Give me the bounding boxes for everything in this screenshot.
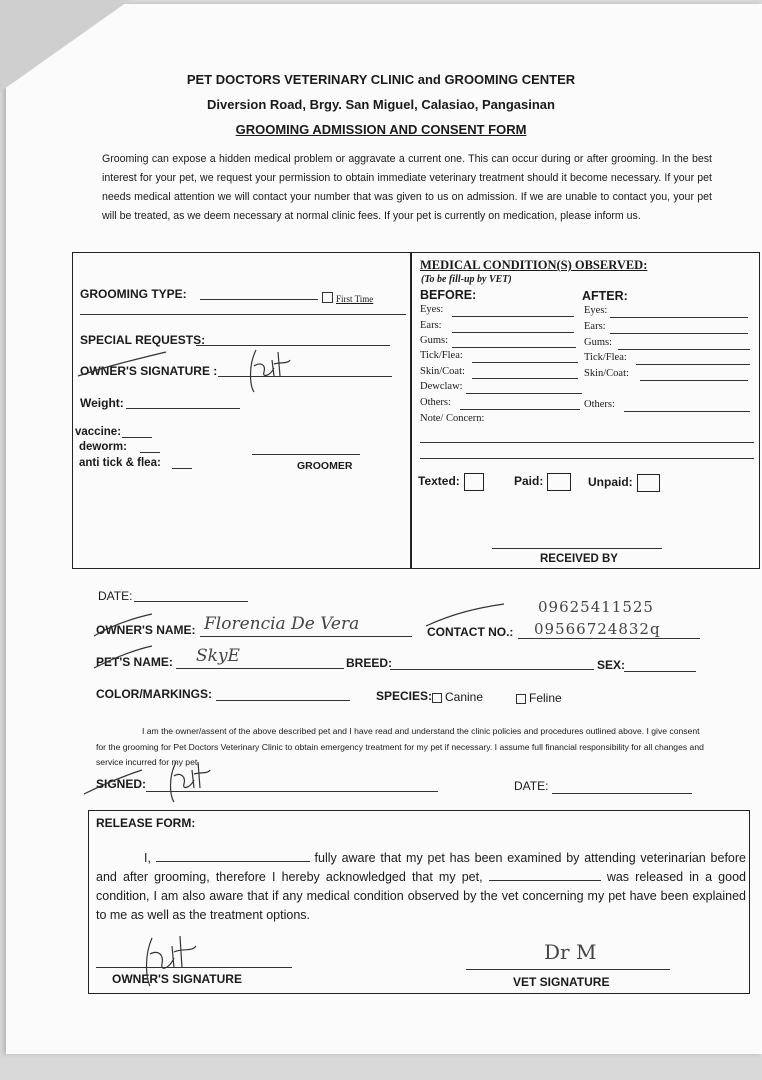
clinic-address: Diversion Road, Brgy. San Miguel, Calasiao, Pangasinan	[207, 97, 555, 112]
owner-name-field[interactable]	[200, 636, 412, 637]
strike-mark	[426, 604, 506, 628]
after-item-label: Ears:	[584, 321, 606, 332]
release-title: RELEASE FORM:	[96, 816, 196, 830]
texted-label: Texted:	[418, 474, 460, 489]
after-item-label: Eyes:	[584, 305, 608, 316]
owner-name-value: Florencia De Vera	[204, 614, 360, 634]
contact-value-1: 09625411525	[538, 598, 654, 616]
grooming-type-label: GROOMING TYPE:	[80, 287, 187, 301]
canine-option[interactable]	[432, 690, 483, 704]
received-by-line[interactable]	[492, 548, 662, 549]
checkbox-icon	[322, 292, 333, 303]
unpaid-option[interactable]	[588, 474, 660, 492]
vaccine-field[interactable]	[122, 437, 152, 438]
before-item-field[interactable]	[472, 378, 578, 379]
color-field[interactable]	[216, 700, 350, 701]
paid-checkbox[interactable]	[547, 473, 571, 491]
paid-label: Paid:	[514, 474, 544, 489]
intro-paragraph: Grooming can expose a hidden medical problem or aggravate a current one. This can occur during or after grooming. In the best interest for your pet, we request your permission to obtain immediate veterinary treatment should it become necessary. If your pet needs medical attention we will contact your number that was given to us on admission. If we are unable to contact you, your pet will be treated, as we deem necessary at normal clinic fees. If your pet is currently on medication, please inform us.	[102, 153, 712, 222]
date-field[interactable]	[134, 601, 248, 602]
after-label: AFTER:	[582, 289, 628, 303]
before-item-label: Eyes:	[420, 304, 444, 315]
note-line-1[interactable]	[420, 442, 754, 443]
after-item-field[interactable]	[610, 317, 748, 318]
sex-label: SEX:	[597, 658, 626, 672]
anti-tick-label: anti tick & flea:	[79, 457, 161, 469]
after-item-label: Gums:	[584, 337, 613, 348]
first-time-label: First Time	[336, 294, 374, 304]
breed-field[interactable]	[390, 669, 594, 670]
unpaid-label: Unpaid:	[588, 475, 633, 490]
release-text-1: I,	[144, 851, 151, 865]
vet-initials: Dr M	[544, 940, 597, 964]
texted-checkbox[interactable]	[464, 473, 484, 491]
before-item-label: Ears:	[420, 320, 442, 331]
groomer-label: GROOMER	[297, 460, 353, 472]
contact-field[interactable]	[518, 638, 700, 639]
after-item-label: Skin/Coat:	[584, 368, 629, 379]
groomer-signature-line[interactable]	[252, 454, 360, 455]
release-text-2: fully aware that my pet has been examined by attending veterinarian before and after grooming, therefore I hereby acknowledged that my pet,	[96, 851, 746, 884]
breed-label: BREED:	[346, 656, 393, 670]
canine-label: Canine	[445, 690, 484, 704]
feline-checkbox[interactable]	[516, 694, 526, 704]
grooming-type-field[interactable]	[200, 299, 318, 300]
date2-label: DATE:	[514, 779, 549, 793]
texted-option[interactable]	[418, 473, 484, 491]
signed-signature-scribble	[166, 758, 216, 804]
release-text	[96, 849, 746, 925]
owner-signature-scribble	[244, 346, 294, 394]
strike-mark	[94, 646, 154, 670]
before-item-label: Tick/Flea:	[420, 350, 463, 361]
vaccine-label: vaccine:	[75, 426, 122, 438]
strike-mark	[84, 770, 147, 796]
medical-subtitle: (To be fill-up by VET)	[421, 274, 512, 285]
pet-name-value: SkyE	[196, 646, 240, 666]
contact-value-2: 09566724832q	[534, 620, 661, 638]
release-pet-field[interactable]	[489, 870, 601, 881]
feline-option[interactable]	[516, 691, 562, 705]
before-item-field[interactable]	[452, 332, 574, 333]
strike-mark	[78, 352, 168, 382]
species-label: SPECIES:	[376, 689, 433, 703]
owner-signature-label: OWNER'S SIGNATURE :	[80, 364, 218, 378]
after-item-field[interactable]	[640, 380, 748, 381]
form-title: GROOMING ADMISSION AND CONSENT FORM	[235, 122, 527, 137]
after-item-field[interactable]	[624, 411, 750, 412]
weight-field[interactable]	[126, 408, 240, 409]
date-label: DATE:	[98, 589, 133, 603]
after-item-label: Tick/Flea:	[584, 352, 627, 363]
before-item-field[interactable]	[472, 362, 578, 363]
anti-tick-field[interactable]	[172, 468, 192, 469]
after-item-field[interactable]	[636, 364, 750, 365]
weight-label: Weight:	[80, 396, 124, 410]
before-item-field[interactable]	[452, 316, 574, 317]
owner-name-label: OWNER'S NAME:	[96, 623, 196, 637]
date2-field[interactable]	[552, 793, 692, 794]
after-item-label: Others:	[584, 399, 615, 410]
note-label: Note/ Concern:	[420, 413, 485, 424]
clinic-name: PET DOCTORS VETERINARY CLINIC and GROOMING CENTER	[186, 72, 576, 87]
contact-label: CONTACT NO.:	[427, 625, 514, 639]
special-requests-label: SPECIAL REQUESTS:	[80, 333, 206, 347]
release-owner-signature-scribble	[140, 934, 204, 988]
owner-sig-label: OWNER'S SIGNATURE	[112, 972, 242, 986]
after-item-field[interactable]	[610, 333, 748, 334]
unpaid-checkbox[interactable]	[637, 474, 660, 492]
before-item-label: Others:	[420, 397, 451, 408]
before-item-label: Gums:	[420, 335, 449, 346]
deworm-field[interactable]	[140, 452, 160, 453]
consent-paragraph: I am the owner/assent of the above described pet and I have read and understand the clinic policies and procedures outlined above. I give consent for the grooming for Pet Doctors Veterinary Clinic to obtain emergency treatment for my pet if necessary. I assume full financial responsibility for all changes and service incurred for my pet.	[96, 726, 704, 767]
paid-option[interactable]	[514, 473, 571, 491]
pet-name-field[interactable]	[176, 668, 344, 669]
note-line-2[interactable]	[420, 458, 754, 459]
before-item-field[interactable]	[466, 393, 582, 394]
before-item-field[interactable]	[452, 347, 576, 348]
before-label: BEFORE:	[420, 288, 477, 302]
before-item-label: Skin/Coat:	[420, 366, 465, 377]
before-item-label: Dewclaw:	[420, 381, 463, 392]
vet-sig-line[interactable]	[466, 969, 670, 970]
received-by-label: RECEIVED BY	[540, 553, 618, 565]
grooming-type-line-2[interactable]	[80, 314, 406, 315]
release-text-3: was released in a good condition, I am also aware that if any medical condition observed by the vet concerning my pet have been explained to me as well as the treatment options.	[96, 870, 746, 922]
canine-checkbox[interactable]	[432, 693, 442, 703]
signed-label: SIGNED:	[96, 777, 147, 791]
feline-label: Feline	[529, 691, 562, 705]
release-name-field[interactable]	[156, 851, 310, 862]
after-item-field[interactable]	[618, 349, 750, 350]
color-label: COLOR/MARKINGS:	[96, 687, 212, 701]
vet-sig-label: VET SIGNATURE	[513, 975, 610, 989]
sex-field[interactable]	[624, 671, 696, 672]
deworm-label: deworm:	[79, 441, 127, 453]
pet-name-label: PET'S NAME:	[96, 655, 173, 669]
strike-mark	[94, 614, 154, 638]
medical-title: MEDICAL CONDITION(S) OBSERVED:	[420, 258, 648, 272]
before-item-field[interactable]	[460, 409, 580, 410]
first-time-checkbox[interactable]	[322, 289, 373, 307]
